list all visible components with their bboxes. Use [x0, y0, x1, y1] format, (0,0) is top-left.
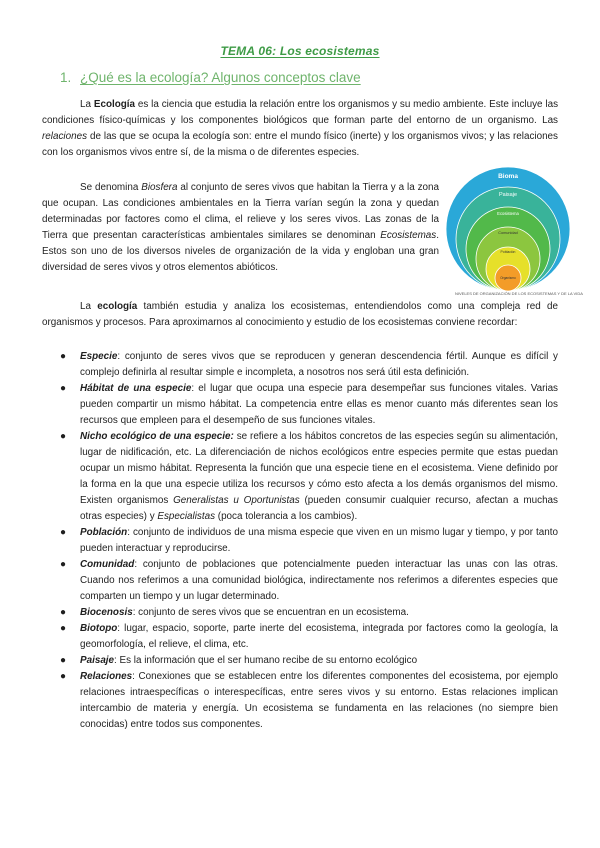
- section-heading: [60, 70, 361, 85]
- list-item-paisaje: ● Paisaje: Es la información que el ser humano recibe de su entorno ecológico: [42, 653, 558, 669]
- ring-label-paisaje: Paisaje: [498, 192, 518, 198]
- section-heading-text: ¿Qué es la ecología? Algunos conceptos clave: [80, 70, 361, 85]
- term-ecologia: Ecología: [93, 99, 136, 110]
- bullet-icon: ●: [60, 527, 67, 538]
- bullet-icon: ●: [60, 559, 67, 570]
- list-item-poblacion: ● Población: conjunto de individuos de una misma especie que viven en un mismo lugar y tiempo, y por tanto pueden interactuar y reproducirse.: [60, 527, 558, 554]
- figure-caption: NIVELES DE ORGANIZACIÓN DE LOS ECOSISTEMAS Y DE LA VIDA: [455, 291, 583, 296]
- ring-label-población: Población: [500, 250, 516, 254]
- list-item-biocenosis: ● Biocenosis: conjunto de seres vivos que se encuentran en un ecosistema.: [42, 605, 558, 621]
- bullet-icon: ●: [60, 655, 67, 666]
- levels-of-organization-figure: [444, 166, 572, 304]
- paragraph-ecologia: La Ecología es la ciencia que estudia la relación entre los organismos y su medio ambiente. Este incluye las condiciones físico-químicas y los componentes biológicos que forman parte del entorno de un organismo. Las relaciones de las que se ocupa la ecología son: entre el mundo físico (inerte) y los organismos vivos; y las relaciones con los organismos vivos entre sí, de la misma o de diferentes especies.: [42, 99, 559, 158]
- bullet-icon: ●: [60, 671, 67, 682]
- ring-label-comunidad: Comunidad: [498, 231, 518, 235]
- paragraph-ecologia-ecosistemas: La ecología también estudia y analiza los ecosistemas, entendiendolos como una compleja red de organismos y procesos. Para aproximarnos al conocimiento y estudio de los ecosistemas conviene recordar:: [42, 301, 559, 328]
- bullet-icon: ●: [60, 383, 67, 394]
- term-biosfera: Biosfera: [141, 182, 178, 193]
- ring-label-bioma: Bioma: [498, 173, 518, 180]
- list-item-relaciones: ● Relaciones: Conexiones que se establecen entre los diferentes componentes del ecosistema, por ejemplo relaciones intraespecíficas o interespecíficas, entre seres vivos y su entorno. Estas relaciones implican intercambio de materia y energía. Un ecosistema se fundamenta en las relaciones (no siempre bien conocidas) entre todos sus componentes.: [60, 671, 558, 730]
- list-item-habitat: ● Hábitat de una especie: el lugar que ocupa una especie para desempeñar sus funciones vitales. Varias pueden compartir un mismo hábitat. La competencia entre ellas es menor cuanto más diferentes sean los recursos que empleen para el desempeño de sus funciones vitales.: [60, 383, 558, 426]
- list-item-comunidad: ● Comunidad: conjunto de poblaciones que potencialmente pueden interactuar las unas con las otras. Cuando nos referimos a una comunidad biológica, indirectamente nos referimos a diferentes especies que comparten un tiempo y un lugar determinado.: [60, 559, 558, 602]
- term-ecosistemas: Ecosistemas: [380, 230, 437, 241]
- list-item-nicho: ● Nicho ecológico de una especie: se refiere a los hábitos concretos de las especies según su alimentación, lugar de nidificación, etc. La diferenciación de nichos ecológicos entre especies permite que estas puedan ocupar un mismo hábitat. Representa la función que una especie tiene en el ecosistema. Viene definido por la forma en la que una especie utiliza los recursos y cómo esto afecta a los demás organismos del mismo. Existen organismos Generalistas u Oportunistas (pueden consumir cualquier recurso, afectan a muchas otras especies) y Especialistas (poca tolerancia a los cambios).: [60, 431, 559, 522]
- ring-label-organismo: Organismo: [500, 276, 516, 281]
- bullet-icon: ●: [60, 623, 67, 634]
- term-relaciones: relaciones: [42, 131, 88, 142]
- list-item-especie: ● Especie: conjunto de seres vivos que se reproducen y generan descendencia fértil. Aunque es difícil y complejo definirla al resultar simple e incompleta, a nosotros nos será útil esta definición.: [60, 351, 558, 378]
- document-title: TEMA 06: Los ecosistemas: [220, 44, 380, 58]
- section-number: 1.: [60, 70, 72, 85]
- bullet-icon: ●: [60, 607, 67, 618]
- term-ecologia-2: ecología: [97, 301, 138, 312]
- bullet-icon: ●: [60, 431, 67, 442]
- list-item-biotopo: ● Biotopo: lugar, espacio, soporte, parte inerte del ecosistema, integrada por factores como la geología, la geomorfología, el relieve, el clima, etc.: [60, 623, 558, 650]
- bullet-icon: ●: [60, 351, 67, 362]
- concepts-list: [42, 349, 558, 733]
- paragraph-biosfera: Se denomina Biosfera al conjunto de seres vivos que habitan la Tierra y a la zona que ocupan. Las condiciones ambientales en la Tierra varían según la zona y quedan determinadas por factores como el clima, el relieve y los seres vivos. Las zonas de la Tierra que presentan características ambientales similares se denominan Ecosistemas. Estos son uno de los diversos niveles de organización de la vida y engloban una gran diversidad de seres vivos y otros elementos abióticos.: [42, 182, 439, 273]
- ring-label-ecosistema: Ecosistema: [497, 211, 519, 216]
